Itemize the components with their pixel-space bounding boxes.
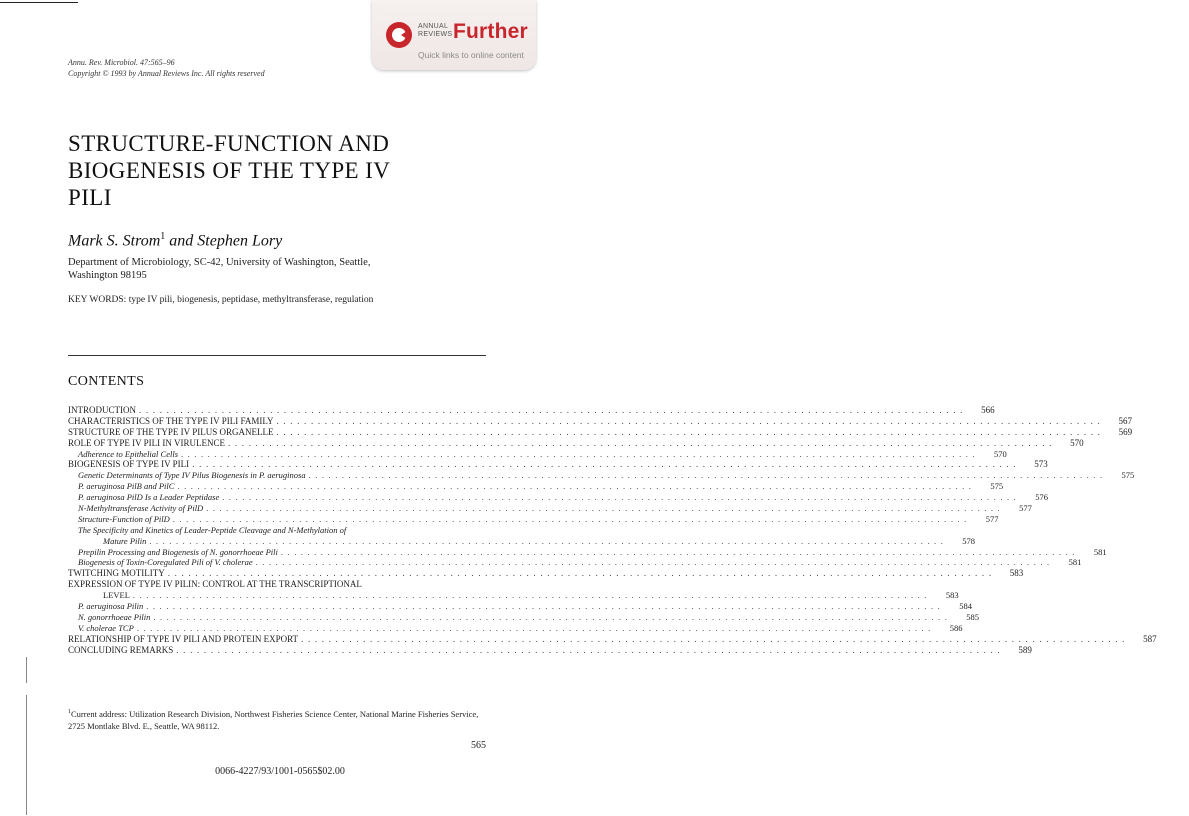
toc-entry[interactable] (68, 503, 1032, 514)
journal-citation: Annu. Rev. Microbiol. 47:565–96 (68, 58, 175, 67)
toc-leader-dots: . . . . . . . . . . . . . . . . . . . . . . . . . . . . . . . . . . . . . . . . . . . . . . . . . . . . . . . . . . . . . . . . . . . . . . . . . . . . . . . . . . . . . . . . . . . . . . . . . . . . . . . . . . . . . . . . . . . . . . . . (172, 513, 968, 524)
badge-subtitle: Quick links to online content (418, 50, 524, 60)
toc-entry-title: INTRODUCTION (68, 405, 136, 415)
toc-leader-dots: . . . . . . . . . . . . . . . . . . . . . . . . . . . . . . . . . . . . . . . . . . . . . . . . . . . . . . . . . . . . . . . . . . . . . . . . . . . . . . . . . . . . . . . . . . . . . . . . . . . . . . . . . . . . . . . . . . . . . . . . (176, 644, 1001, 655)
toc-leader-dots: . . . . . . . . . . . . . . . . . . . . . . . . . . . . . . . . . . . . . . . . . . . . . . . . . . . . . . . . . . . . . . . . . . . . . . . . . . . . . . . . . . . . . . . . . . . . . . . . . . . . . . . . . . . . . . . . . . . . . . . . (136, 622, 932, 633)
toc-entry-page: 583 (945, 590, 959, 601)
toc-entry[interactable] (68, 492, 1048, 503)
keywords: KEY WORDS: type IV pili, biogenesis, peptidase, methyltransferase, regulation (68, 295, 374, 305)
toc-leader-dots: . . . . . . . . . . . . . . . . . . . . . . . . . . . . . . . . . . . . . . . . . . . . . . . . . . . . . . . . . . . . . . . . . . . . . . . . . . . . . . . . . . . . . . . . . . . . . . . . . . . . . . . . . . . . . . . . . . . . . . . . (181, 448, 976, 459)
toc-entry-page: 585 (966, 611, 980, 622)
toc-leader-dots: . . . . . . . . . . . . . . . . . . . . . . . . . . . . . . . . . . . . . . . . . . . . . . . . . . . . . . . . . . . . . . . . . . . . . . . . . . . . . . . . . . . . . . . . . . . . . . . . . . . . . . . . . . . . . . . . . . . . . . . . (167, 568, 993, 579)
toc-entry-title: Genetic Determinants of Type IV Pilus Biogenesis in P. aeruginosa (78, 470, 306, 481)
toc-leader-dots: . . . . . . . . . . . . . . . . . . . . . . . . . . . . . . . . . . . . . . . . . . . . . . . . . . . . . . . . . . . . . . . . . . . . . . . . . . . . . . . . . . . . . . . . . . . . . . . . . . . . . . . . . . . . . . . . . . . . . . . . (280, 546, 1076, 557)
toc-entry-title: The Specificity and Kinetics of Leader-Peptide Cleavage and N-Methylation of (78, 524, 347, 535)
toc-leader-dots: . . . . . . . . . . . . . . . . . . . . . . . . . . . . . . . . . . . . . . . . . . . . . . . . . . . . . . . . . . . . . . . . . . . . . . . . . . . . . . . . . . . . . . . . . . . . . . . . . . . . . . . . . . . . . . . . . . . . . . . . (146, 601, 941, 612)
toc-entry-page: 583 (1009, 568, 1024, 579)
toc-entry-page: 577 (1019, 503, 1032, 514)
toc-entry-page: 575 (990, 481, 1004, 492)
toc-leader-dots: . . . . . . . . . . . . . . . . . . . . . . . . . . . . . . . . . . . . . . . . . . . . . . . . . . . . . . . . . . . . . . . . . . . . . . . . . . . . . . . . . . . . . . . . . . . . . . . . . . . . . . . . . . . . . . . . . . . . . . . . (276, 426, 1102, 437)
toc-entry-title: STRUCTURE OF THE TYPE IV PILUS ORGANELLE (68, 426, 274, 437)
toc-entry[interactable] (68, 633, 1157, 645)
toc-leader-dots: . . . . . . . . . . . . . . . . . . . . . . . . . . . . . . . . . . . . . . . . . . . . . . . . . . . . . . . . . . . . . . . . . . . . . . . . . . . . . . . . . . . . . . . . . . . . . . . . . . . . . . . . . . . . . . . . . . . . . . . . (228, 437, 1053, 448)
toc-entry-title: P. aeruginosa PilB and PilC (78, 481, 175, 492)
toc-entry-title: Mature Pilin (103, 535, 147, 546)
toc-leader-dots: . . . . . . . . . . . . . . . . . . . . . . . . . . . . . . . . . . . . . . . . . . . . . . . . . . . . . . . . . . . . . . . . . . . . . . . . . . . . . . . . . . . . . . . . . . . . . . . . . . . . . . . . . . . . . . . . . . . . . . . . (255, 557, 1051, 568)
toc-entry-title: LEVEL (103, 590, 130, 601)
toc-entry-title: Adherence to Epithelial Cells (78, 448, 179, 459)
toc-entry[interactable] (68, 611, 980, 623)
toc-entry-page: 577 (985, 513, 999, 524)
further-badge[interactable] (372, 0, 536, 70)
toc-entry-page: 567 (1118, 415, 1133, 426)
toc-entry-page: 586 (949, 622, 963, 633)
toc-entry[interactable] (68, 557, 1082, 568)
toc-leader-dots: . . . . . . . . . . . . . . . . . . . . . . . . . . . . . . . . . . . . . . . . . . . . . . . . . . . . . . . . . . . . . . . . . . . . . . . . . . . . . . . . . . . . . . . . . . . . . . . . . . . . . . . . . . . . . . . . . . . . . . . . (153, 611, 949, 622)
toc-entry[interactable] (68, 437, 1084, 449)
toc-entry-title: V. cholerae TCP (78, 622, 134, 633)
affiliation: Department of Microbiology, SC-42, University of Washington, Seattle, Washington 98195 (68, 257, 371, 281)
badge-brand: ANNUAL REVIEWS (418, 23, 453, 38)
toc-entry[interactable] (68, 535, 976, 547)
annual-reviews-logo-icon (386, 22, 412, 48)
toc-entry[interactable] (68, 590, 959, 601)
toc-leader-dots: . . . . . . . . . . . . . . . . . . . . . . . . . . . . . . . . . . . . . . . . . . . . . . . . . . . . . . . . . . . . . . . . . . . . . . . . . . . . . . . . . . . . . . . . . . . . . . . . . . . . . . . . . . . . . . . . . . . . . . . . (206, 503, 1001, 514)
issn-code: 0066-4227/93/1001-0565$02.00 (215, 766, 345, 777)
toc-entry-title: TWITCHING MOTILITY (68, 568, 165, 579)
margin-rule (26, 695, 27, 815)
margin-mark (26, 657, 27, 683)
toc-leader-dots: . . . . . . . . . . . . . . . . . . . . . . . . . . . . . . . . . . . . . . . . . . . . . . . . . . . . . . . . . . . . . . . . . . . . . . . . . . . . . . . . . . . . . . . . . . . . . . . . . . . . . . . . . . . . . . . . . . . . . . . . (276, 415, 1102, 426)
copyright-line: Copyright © 1993 by Annual Reviews Inc. All rights reserved (68, 69, 265, 78)
toc-entry-title: Structure-Function of PilD (78, 513, 170, 524)
toc-entry-title: N-Methyltransferase Activity of PilD (78, 503, 204, 514)
article-title: STRUCTURE-FUNCTION AND BIOGENESIS OF THE TYPE IV PILI (68, 131, 391, 210)
toc-entry-title: CHARACTERISTICS OF THE TYPE IV PILI FAMILY (68, 415, 274, 426)
toc-leader-dots: . . . . . . . . . . . . . . . . . . . . . . . . . . . . . . . . . . . . . . . . . . . . . . . . . . . . . . . . . . . . . . . . . . . . . . . . . . . . . . . . . . . . . . . . . . . . . . . . . . . . . . . . . . . . . . . . . . . . . . . . (149, 535, 945, 546)
toc-entry-title: Biogenesis of Toxin-Coregulated Pili of V. cholerae (78, 557, 253, 568)
toc-entry[interactable] (68, 405, 995, 416)
toc-entry[interactable] (68, 579, 486, 590)
toc-entry[interactable] (68, 622, 963, 634)
toc-entry[interactable] (68, 568, 1024, 579)
toc-entry[interactable] (68, 513, 999, 525)
contents-heading: CONTENTS (68, 374, 145, 389)
toc-entry-title: P. aeruginosa Pilin (78, 601, 144, 612)
toc-leader-dots: . . . . . . . . . . . . . . . . . . . . . . . . . . . . . . . . . . . . . . . . . . . . . . . . . . . . . . . . . . . . . . . . . . . . . . . . . . . . . . . . . . . . . . . . . . . . . . . . . . . . . . . . . . . . . . . . . . . . . . . . (301, 633, 1126, 644)
toc-entry-page: 570 (993, 448, 1007, 459)
toc-entry-page: 584 (959, 601, 972, 612)
toc-entry-title: P. aeruginosa PilD Is a Leader Peptidase (78, 492, 220, 503)
top-rule (0, 2, 78, 3)
toc-leader-dots: . . . . . . . . . . . . . . . . . . . . . . . . . . . . . . . . . . . . . . . . . . . . . . . . . . . . . . . . . . . . . . . . . . . . . . . . . . . . . . . . . . . . . . . . . . . . . . . . . . . . . . . . . . . . . . . . . . . . . . . . (308, 470, 1104, 481)
toc-entry[interactable] (68, 546, 1107, 558)
toc-entry[interactable] (68, 525, 486, 536)
section-rule (68, 355, 486, 356)
toc-entry-page: 578 (962, 535, 976, 546)
toc-entry-page: 581 (1093, 546, 1107, 557)
toc-entry[interactable] (68, 481, 1004, 492)
toc-entry[interactable] (68, 415, 1133, 427)
table-of-contents (68, 405, 1157, 655)
toc-entry-page: 587 (1143, 633, 1157, 644)
toc-leader-dots: . . . . . . . . . . . . . . . . . . . . . . . . . . . . . . . . . . . . . . . . . . . . . . . . . . . . . . . . . . . . . . . . . . . . . . . . . . . . . . . . . . . . . . . . . . . . . . . . . . . . . . . . . . . . . . . . . . . . . . . . (139, 405, 964, 415)
toc-entry-page: 566 (981, 405, 995, 415)
toc-entry[interactable] (68, 470, 1135, 481)
toc-leader-dots: . . . . . . . . . . . . . . . . . . . . . . . . . . . . . . . . . . . . . . . . . . . . . . . . . . . . . . . . . . . . . . . . . . . . . . . . . . . . . . . . . . . . . . . . . . . . . . . . . . . . . . . . . . . . . . . . . . . . . . . . (192, 459, 1017, 470)
toc-leader-dots: . . . . . . . . . . . . . . . . . . . . . . . . . . . . . . . . . . . . . . . . . . . . . . . . . . . . . . . . . . . . . . . . . . . . . . . . . . . . . . . . . . . . . . . . . . . . . . . . . . . . . . . . . . . . . . . . . . . . . . . . (177, 481, 973, 492)
toc-entry[interactable] (68, 448, 1007, 460)
toc-entry-page: 581 (1068, 557, 1082, 568)
toc-entry-page: 573 (1034, 459, 1048, 470)
toc-entry[interactable] (68, 601, 972, 612)
toc-entry-page: 576 (1035, 492, 1048, 503)
toc-entry-page: 589 (1018, 644, 1032, 655)
toc-leader-dots: . . . . . . . . . . . . . . . . . . . . . . . . . . . . . . . . . . . . . . . . . . . . . . . . . . . . . . . . . . . . . . . . . . . . . . . . . . . . . . . . . . . . . . . . . . . . . . . . . . . . . . . . . . . . . . . . . . . . . . . . (132, 590, 928, 601)
toc-entry-page: 570 (1070, 437, 1084, 448)
toc-entry[interactable] (68, 644, 1032, 656)
badge-further: Further (453, 20, 528, 43)
toc-entry[interactable] (68, 426, 1133, 438)
toc-entry-title: ROLE OF TYPE IV PILI IN VIRULENCE (68, 437, 225, 448)
authors: Mark S. Strom$^1$ and Stephen Lory (68, 231, 283, 250)
toc-entry[interactable] (68, 459, 1048, 470)
toc-entry-page: 569 (1118, 426, 1133, 437)
footnote: $^1$Current address: Utilization Research Division, Northwest Fisheries Science Center, National Marine Fisheries Service, 2725 Montlake Blvd. E., Seattle, WA 98112. (68, 708, 479, 731)
page-number: 565 (471, 740, 486, 751)
toc-entry-title: CONCLUDING REMARKS (68, 644, 174, 655)
toc-entry-title: N. gonorrhoeae Pilin (78, 611, 151, 622)
toc-entry-title: EXPRESSION OF TYPE IV PILIN: CONTROL AT THE TRANSCRIPTIONAL (68, 579, 362, 590)
toc-entry-title: RELATIONSHIP OF TYPE IV PILI AND PROTEIN EXPORT (68, 633, 299, 644)
toc-entry-page: 575 (1121, 470, 1135, 481)
toc-entry-title: Prepilin Processing and Biogenesis of N. gonorrhoeae Pili (78, 546, 278, 557)
toc-leader-dots: . . . . . . . . . . . . . . . . . . . . . . . . . . . . . . . . . . . . . . . . . . . . . . . . . . . . . . . . . . . . . . . . . . . . . . . . . . . . . . . . . . . . . . . . . . . . . . . . . . . . . . . . . . . . . . . . . . . . . . . . (222, 492, 1017, 503)
toc-entry-title: BIOGENESIS OF TYPE IV PILI (68, 459, 190, 470)
